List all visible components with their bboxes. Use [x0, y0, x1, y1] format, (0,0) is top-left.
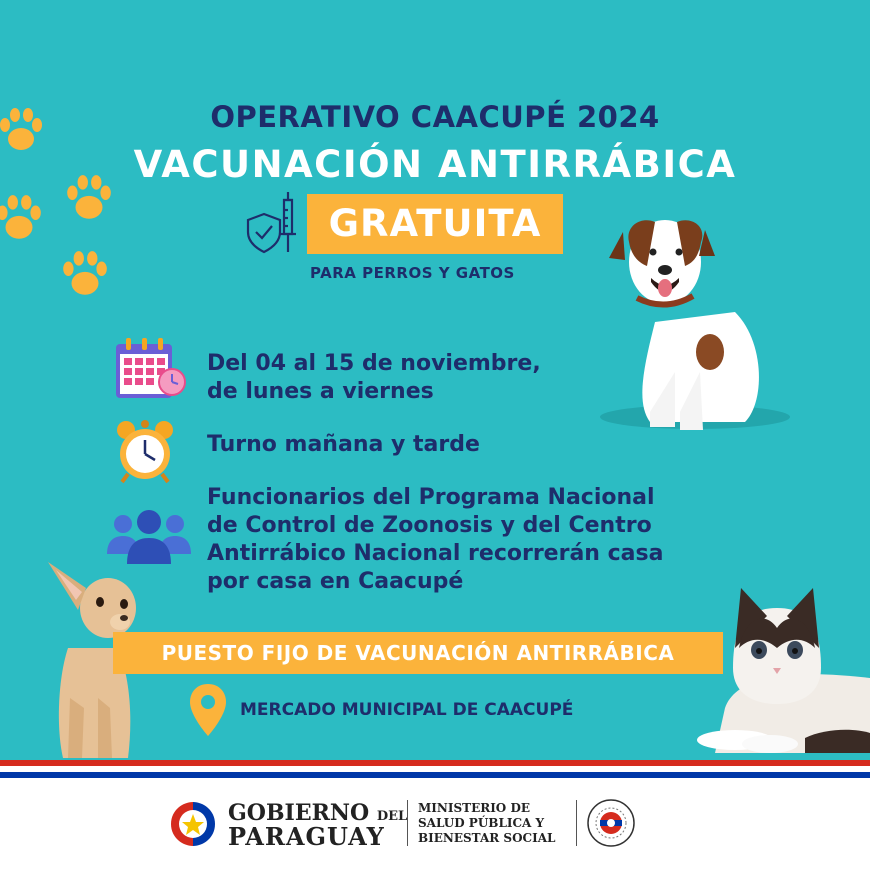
staff-text [207, 484, 663, 596]
campaign-title: OPERATIVO CAACUPÉ 2024 [210, 100, 660, 134]
staff-line3: Antirrábico Nacional recorrerán casa [207, 541, 664, 566]
ministry-line2: SALUD PÚBLICA Y [418, 816, 545, 830]
shield-syringe-icon [244, 190, 304, 258]
target-animals: PARA PERROS Y GATOS [310, 264, 515, 282]
ministry-line3: BIENESTAR SOCIAL [418, 831, 556, 845]
zoonosis-seal-icon [586, 798, 636, 848]
location-pin-icon [188, 682, 228, 738]
free-badge: GRATUITA [307, 194, 563, 254]
of-word: DEL [376, 809, 408, 824]
dates-text [207, 350, 541, 406]
government-word: GOBIERNO [228, 800, 370, 826]
footer-divider [576, 800, 577, 846]
paraguay-text: PARAGUAY [228, 822, 385, 851]
vaccination-title: VACUNACIÓN ANTIRRÁBICA [133, 143, 737, 186]
dates-line1: Del 04 al 15 de noviembre, [207, 351, 541, 376]
staff-line4: por casa en Caacupé [207, 569, 464, 594]
calendar-icon [112, 336, 186, 402]
shift-text: Turno mañana y tarde [207, 432, 480, 457]
ministry-text [418, 801, 555, 846]
ministry-line1: MINISTERIO DE [418, 801, 530, 815]
staff-line2: de Control de Zoonosis y del Centro [207, 513, 652, 538]
location-text: MERCADO MUNICIPAL DE CAACUPÉ [240, 700, 574, 720]
alarm-clock-icon [112, 418, 178, 484]
paw-icon [0, 192, 46, 246]
flag-star-icon [165, 798, 221, 850]
dog-image [595, 212, 795, 437]
paw-icon [58, 248, 112, 302]
fixed-post-banner: PUESTO FIJO DE VACUNACIÓN ANTIRRÁBICA [113, 632, 723, 674]
footer-divider [407, 800, 408, 846]
dates-line2: de lunes a viernes [207, 379, 434, 404]
staff-line1: Funcionarios del Programa Nacional [207, 485, 655, 510]
